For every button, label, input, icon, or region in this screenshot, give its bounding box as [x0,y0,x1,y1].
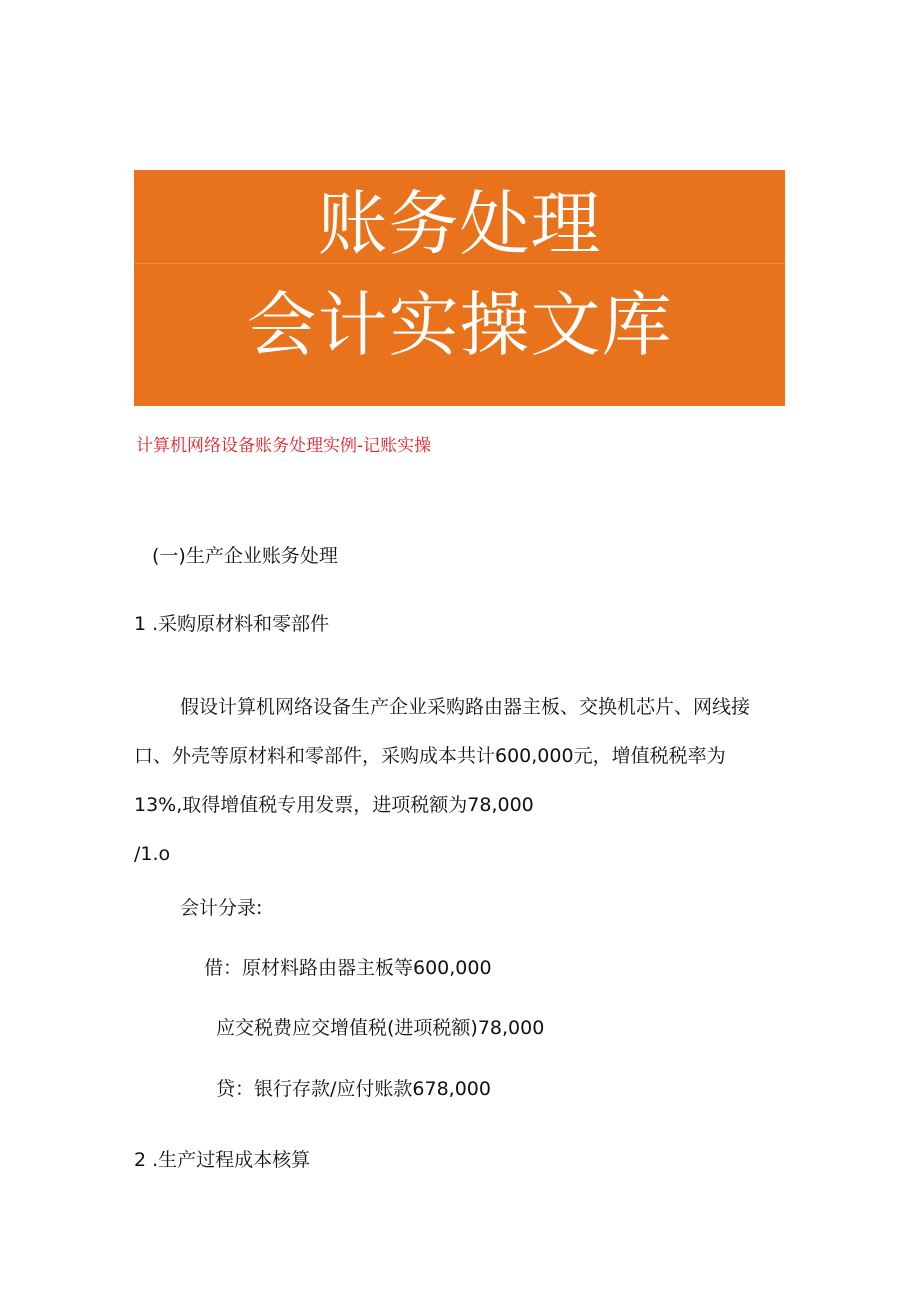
banner-divider [134,263,785,264]
paragraph-line-1: 假设计算机网络设备生产企业采购路由器主板、交换机芯片、网线接 [180,696,751,718]
item-1-heading: 1 .采购原材料和零部件 [134,613,330,635]
journal-debit-line-2: 应交税费应交增值税(进项税额)78,000 [216,1017,545,1039]
body-paragraph [134,683,794,879]
paragraph-line-2: 口、外壳等原材料和零部件，采购成本共计600,000元，增值税税率为 [134,745,726,767]
banner-title-line1: 账务处理 [317,183,602,265]
document-title: 计算机网络设备账务处理实例-记账实操 [136,436,432,456]
section-heading: (一)生产企业账务处理 [152,545,338,567]
paragraph-line-3: 13%,取得增值税专用发票，进项税额为78,000 [134,794,534,816]
banner-title-line2: 会计实操文库 [246,284,673,366]
journal-credit-line: 贷：银行存款/应付账款678,000 [216,1078,491,1100]
journal-debit-line-1: 借：原材料路由器主板等600,000 [204,957,492,979]
item-2-heading: 2 .生产过程成本核算 [134,1149,311,1171]
paragraph-line-4: /1.o [134,843,171,865]
journal-entry-label: 会计分录: [180,897,263,919]
title-banner [134,170,785,406]
